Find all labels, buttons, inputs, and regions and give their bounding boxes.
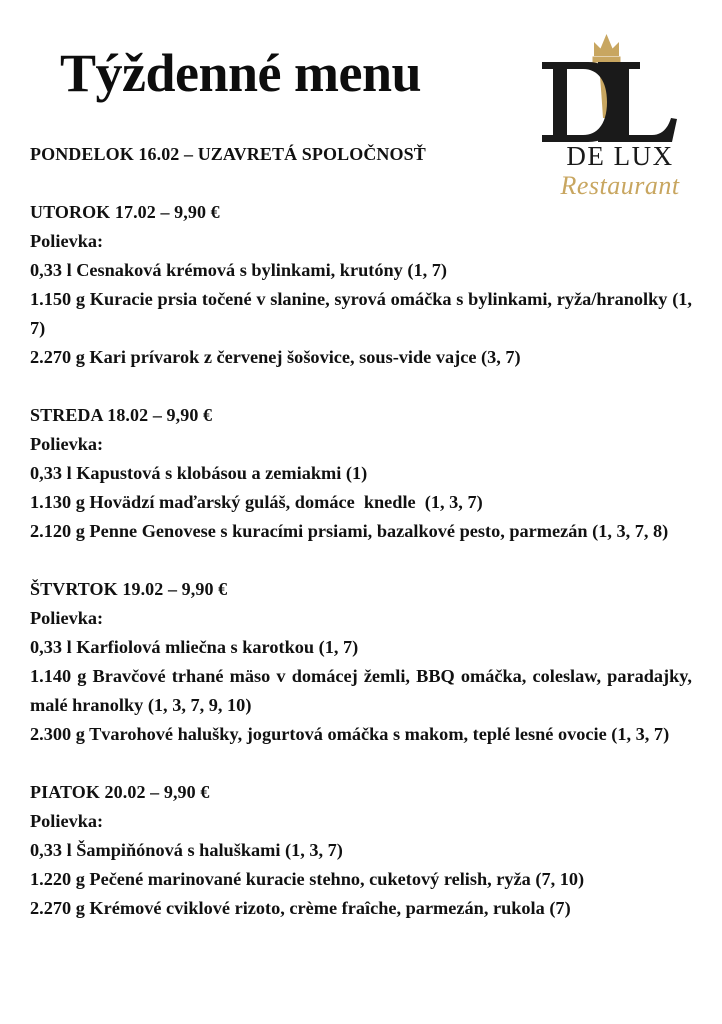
menu-item: 0,33 l Karfiolová mliečna s karotkou (1, 7) <box>30 637 359 657</box>
menu-item: 2.120 g Penne Genovese s kuracími prsiami, bazalkové pesto, parmezán (1, 3, 7, 8) <box>30 521 669 541</box>
menu-item: 1.140 g Bravčové trhané mäso v domácej žemli, BBQ omáčka, coleslaw, paradajky, malé hranolky (1, 3, 7, 9, 10) <box>30 666 697 715</box>
menu-content <box>30 140 697 923</box>
day-heading: PIATOK 20.02 – 9,90 € <box>30 782 210 802</box>
menu-section-streda <box>30 401 692 546</box>
menu-item: Polievka: <box>30 434 104 454</box>
menu-item: Polievka: <box>30 811 104 831</box>
menu-item: 1.220 g Pečené marinované kuracie stehno, cuketový relish, ryža (7, 10) <box>30 869 585 889</box>
menu-item: 0,33 l Kapustová s klobásou a zemiakmi (1) <box>30 463 368 483</box>
menu-item: 1.150 g Kuracie prsia točené v slanine, syrová omáčka s bylinkami, ryža/hranolky (1, 7) <box>30 289 697 338</box>
menu-item: Polievka: <box>30 231 104 251</box>
section-gap <box>30 546 692 575</box>
menu-section-piatok <box>30 778 692 923</box>
menu-section-pondelok <box>30 140 692 169</box>
section-gap <box>30 372 692 401</box>
day-heading: PONDELOK 16.02 – UZAVRETÁ SPOLOČNOSŤ <box>30 144 426 164</box>
menu-section-stvrtok <box>30 575 697 749</box>
menu-item: Polievka: <box>30 608 104 628</box>
menu-item: 2.300 g Tvarohové halušky, jogurtová omáčka s makom, teplé lesné ovocie (1, 3, 7) <box>30 724 670 744</box>
menu-item: 2.270 g Krémové cviklové rizoto, crème fraîche, parmezán, rukola (7) <box>30 898 571 918</box>
page-title: Týždenné menu <box>60 43 422 103</box>
menu-item: 1.130 g Hovädzí maďarský guláš, domáce knedle (1, 3, 7) <box>30 492 483 512</box>
day-heading: ŠTVRTOK 19.02 – 9,90 € <box>30 579 228 599</box>
logo-script: Restaurant <box>560 171 680 200</box>
day-heading: STREDA 18.02 – 9,90 € <box>30 405 213 425</box>
day-heading: UTOROK 17.02 – 9,90 € <box>30 202 220 222</box>
menu-section-utorok <box>30 198 697 372</box>
menu-item: 0,33 l Cesnaková krémová s bylinkami, krutóny (1, 7) <box>30 260 447 280</box>
section-gap <box>30 749 692 778</box>
section-gap <box>30 169 692 198</box>
logo-wordmark: DE LUX <box>566 141 674 171</box>
menu-item: 2.270 g Kari prívarok z červenej šošovice, sous-vide vajce (3, 7) <box>30 347 521 367</box>
logo-letter-l <box>598 62 677 142</box>
menu-item: 0,33 l Šampiňónová s haluškami (1, 3, 7) <box>30 840 343 860</box>
